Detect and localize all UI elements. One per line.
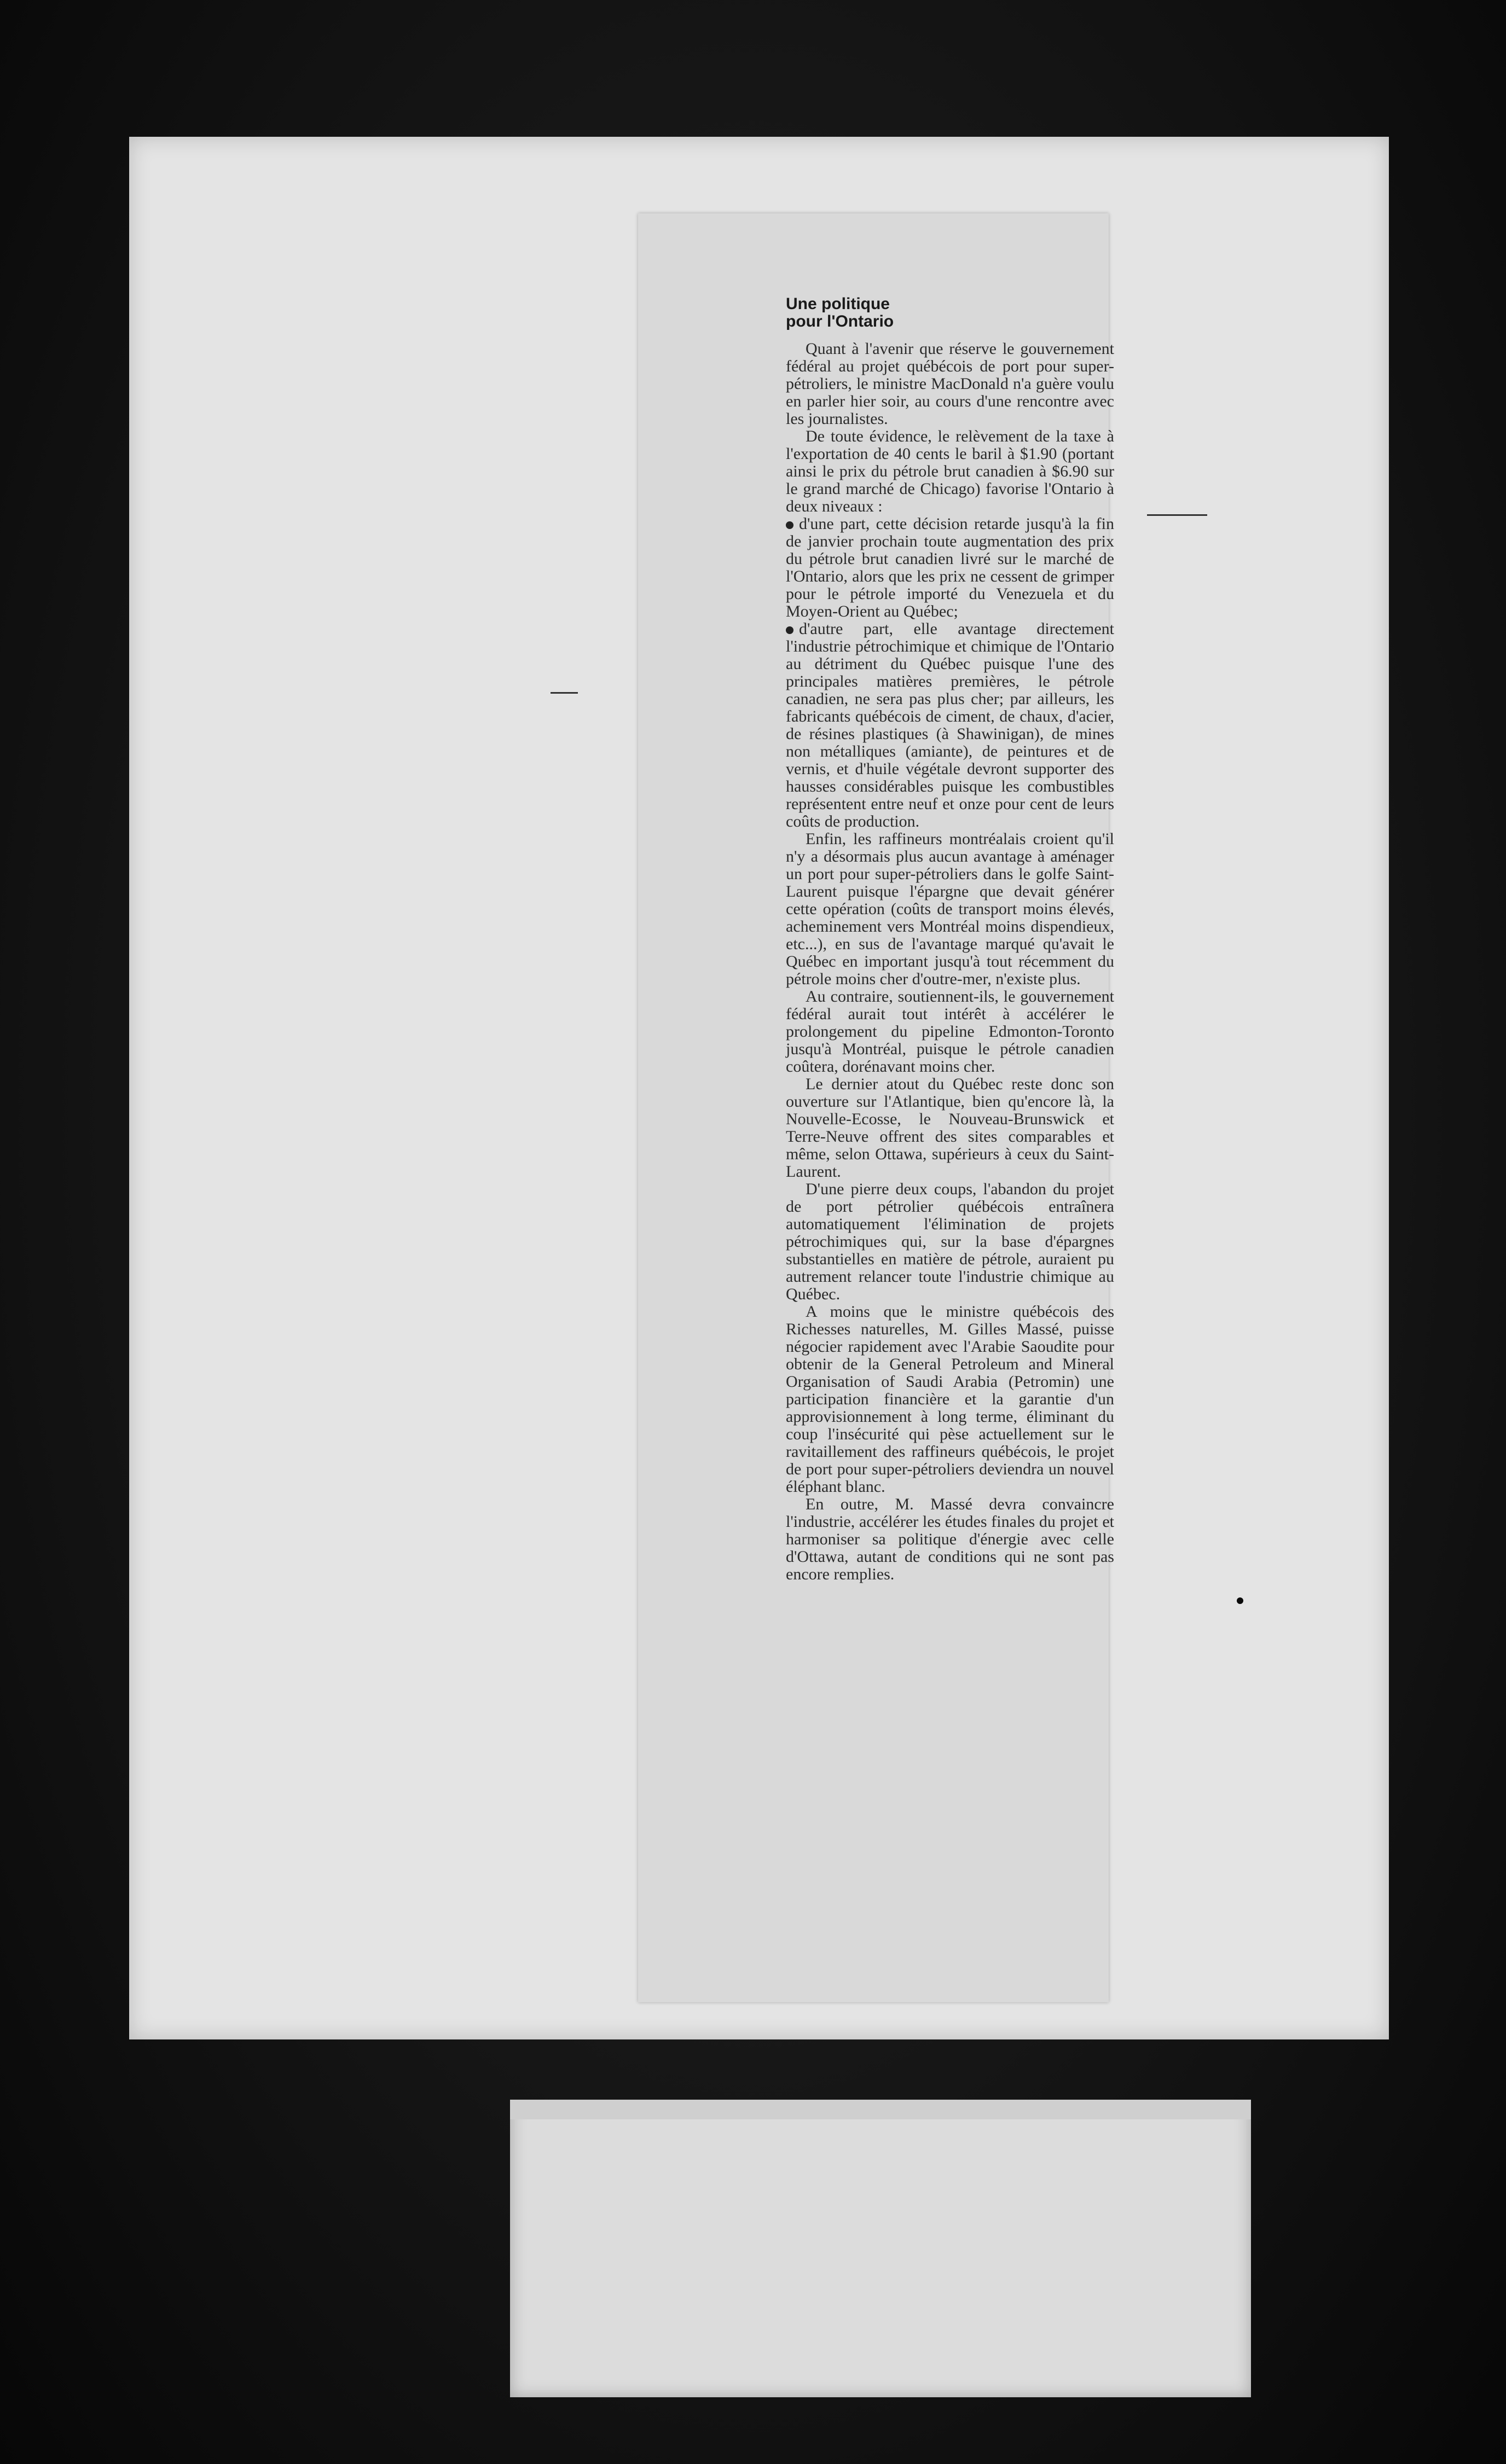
bullet-text-1: d'une part, cette décision retarde jusqu'à la fin de janvier prochain toute augmentation des prix du pétrole brut canadien livré sur le marché de l'Ontario, alors que les prix ne cessent de grimper pour le pétrole importé du Venezuela et du Moyen-Orient au Québec; [786,515,1114,620]
margin-mark-left [551,692,578,694]
margin-mark-right [1147,514,1207,516]
bullet-icon [786,521,793,529]
paragraph-5: Enfin, les raffineurs montréalais croient qu'il n'y a désormais plus aucun avantage à aménager un port pour super-pétroliers dans le golfe Saint-Laurent puisque l'épargne que devait générer cette opération (coûts de transport moins élevés, acheminement vers Montréal moins dispendieux, etc...), en sus de l'avantage marqué qu'avait le Québec en important jusqu'à tout récemment du pétrole moins cher d'outre-mer, n'existe plus. [786,830,1114,988]
paragraph-8: D'une pierre deux coups, l'abandon du projet de port pétrolier québécois entraînera automatiquement l'élimination de projets pétrochimiques qui, sur la base d'épargnes substantielles en matière de pétrole, auraient pu autrement relancer toute l'industrie chimique au Québec. [786,1180,1114,1303]
bullet-icon [786,626,793,634]
paragraph-2: De toute évidence, le relèvement de la taxe à l'exportation de 40 cents le baril à $1.90 (portant ainsi le prix du pétrole brut canadien à $6.90 sur le grand marché de Chicago) favorise l'Ontario à deux niveaux : [786,427,1114,515]
bullet-text-2: d'autre part, elle avantage directement l'industrie pétrochimique et chimique de l'Ontario au détriment du Québec puisque l'une des principales matières premières, le pétrole canadien, ne sera pas plus cher; par ailleurs, les fabricants québécois de ciment, de chaux, d'acier, de résines plastiques (à Shawinigan), de mines non métalliques (amiante), de peintures et de vernis, et d'huile végétale devront supporter des hausses considérables puisque les combustibles représentent entre neuf et onze pour cent de leurs coûts de production. [786,620,1114,830]
newspaper-clipping [638,213,1114,2002]
article-heading [786,295,1114,330]
speck-mark [1237,1597,1243,1604]
bullet-paragraph-2 [786,620,1114,830]
paragraph-10: En outre, M. Massé devra convaincre l'industrie, accélérer les études finales du projet et harmoniser sa politique d'énergie avec celle d'Ottawa, autant de conditions qui ne sont pas encore remplies. [786,1495,1114,1583]
bullet-paragraph-1 [786,515,1114,620]
paragraph-7: Le dernier atout du Québec reste donc son ouverture sur l'Atlantique, bien qu'encore là, la Nouvelle-Ecosse, le Nouveau-Brunswick et Terre-Neuve offrent des sites comparables et même, selon Ottawa, supérieurs à ceux du Saint-Laurent. [786,1075,1114,1181]
heading-line-1: Une politique [786,295,890,313]
article-column [786,295,1114,1583]
paragraph-9: A moins que le ministre québécois des Richesses naturelles, M. Gilles Massé, puisse négocier rapidement avec l'Arabie Saoudite pour obtenir de la General Petroleum and Mineral Organisation of Saudi Arabia (Petromin) une participation financière et la garantie d'un approvisionnement à long terme, éliminant du coup l'insécurité qui pèse actuellement sur le ravitaillement des raffineurs québécois, le projet de port pour super-pétroliers deviendra un nouvel éléphant blanc. [786,1303,1114,1496]
paragraph-1: Quant à l'avenir que réserve le gouvernement fédéral au projet québécois de port pour super-pétroliers, le ministre MacDonald n'a guère voulu en parler hier soir, au cours d'une rencontre avec les journalistes. [786,340,1114,428]
paragraph-6: Au contraire, soutiennent-ils, le gouvernement fédéral aurait tout intérêt à accélérer le prolongement du pipeline Edmonton-Toronto jusqu'à Montréal, puisque le pétrole canadien coûtera, dorénavant moins cher. [786,987,1114,1076]
heading-line-2: pour l'Ontario [786,312,894,330]
scanned-page [129,137,1389,2039]
target-card-edge [510,2100,1251,2119]
target-card [510,2100,1251,2397]
